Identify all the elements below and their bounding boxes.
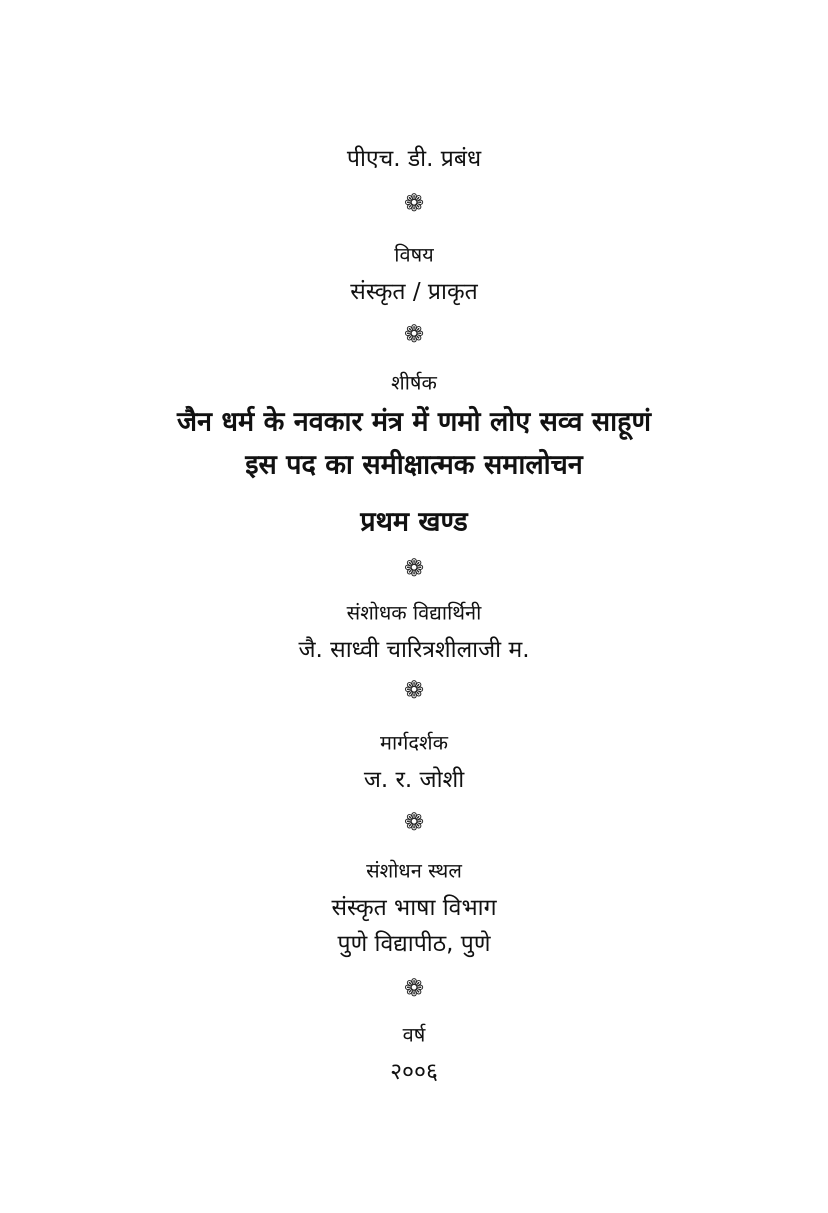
year-label: वर्ष	[402, 1022, 426, 1047]
place-label: संशोधन स्थल	[366, 858, 462, 883]
guide-name: ज. र. जोशी	[363, 767, 465, 793]
flower-ornament-icon: ❁	[403, 189, 425, 217]
subject: संस्कृत / प्राकृत	[350, 279, 478, 305]
flower-ornament-icon: ❁	[403, 320, 425, 348]
researcher-name: जै. साध्वी चारित्रशीलाजी म.	[298, 637, 530, 663]
flower-ornament-icon: ❁	[403, 554, 425, 582]
department: संस्कृत भाषा विभाग	[331, 895, 497, 921]
year: २००६	[390, 1059, 438, 1085]
flower-ornament-icon: ❁	[403, 808, 425, 836]
thesis-title-line-2: इस पद का समीक्षात्मक समालोचन	[245, 449, 583, 481]
guide-label: मार्गदर्शक	[380, 730, 448, 755]
volume-label: प्रथम खण्ड	[360, 506, 468, 538]
thesis-title-line-1: जैन धर्म के नवकार मंत्र में णमो लोए सव्व साहूणं	[177, 406, 651, 438]
degree-heading: पीएच. डी. प्रबंध	[346, 146, 482, 172]
flower-ornament-icon: ❁	[403, 676, 425, 704]
university: पुणे विद्यापीठ, पुणे	[337, 931, 491, 957]
flower-ornament-icon: ❁	[403, 974, 425, 1002]
title-label: शीर्षक	[391, 370, 437, 395]
subject-label: विषय	[394, 242, 434, 267]
researcher-label: संशोधक विद्यार्थिनी	[346, 600, 482, 625]
